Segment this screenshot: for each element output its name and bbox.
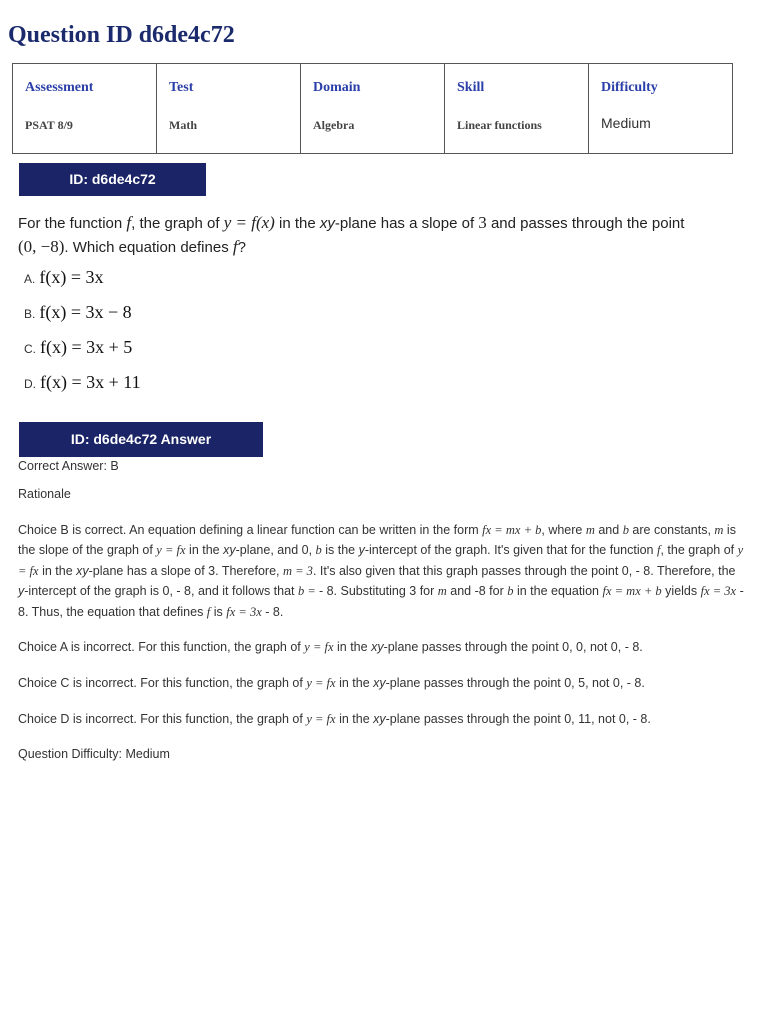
rationale-text: Choice C is incorrect. For this function, the graph of — [18, 676, 307, 690]
math-expression: fx = mx + b — [602, 584, 662, 599]
rationale-text: in the — [335, 712, 374, 726]
rationale-text: in the — [38, 563, 77, 578]
rationale-choice-a — [18, 637, 748, 657]
choice-letter: D. — [24, 377, 36, 391]
rationale-choice-b — [18, 520, 748, 622]
math-expression: y = fx — [304, 640, 334, 654]
rationale-text: yields — [661, 584, 701, 599]
meta-cell-domain — [301, 64, 445, 154]
choice-equation: f(x) = 3x — [39, 267, 104, 287]
choice-c[interactable] — [24, 337, 132, 358]
question-metadata-table — [12, 63, 733, 154]
choice-letter: A. — [24, 272, 36, 286]
math-expression: f — [656, 543, 661, 558]
math-f: f — [126, 213, 132, 232]
rationale-text: , where — [541, 523, 586, 537]
answer-id-badge: ID: d6de4c72 Answer — [19, 422, 263, 457]
math-expression: y = fx — [18, 543, 744, 578]
meta-value-difficulty: Medium — [601, 115, 651, 131]
rationale-text: is the — [321, 543, 359, 558]
stem-text: and passes through the point — [486, 215, 685, 232]
choice-letter: B. — [24, 307, 36, 321]
meta-header-domain: Domain — [313, 80, 361, 95]
rationale-xy: xy — [223, 543, 236, 558]
rationale-text: in the — [333, 640, 372, 654]
math-expression: m — [714, 523, 724, 537]
math-expression: y = fx — [306, 676, 336, 690]
rationale-text: Choice B is correct. An equation defining a linear function can be written in the form — [18, 523, 483, 537]
rationale-text: in the — [335, 676, 374, 690]
meta-cell-skill — [445, 64, 589, 154]
rationale-choice-c — [18, 673, 748, 693]
choice-a[interactable] — [24, 267, 103, 288]
rationale-text: in the equation — [513, 584, 603, 599]
choice-letter: C. — [24, 342, 36, 356]
math-expression: b — [622, 523, 629, 537]
math-expression: m — [585, 523, 595, 537]
rationale-text: -intercept of the graph. It's given that for the function — [364, 543, 657, 558]
meta-cell-test — [157, 64, 301, 154]
rationale-text: -plane passes through the point 0, 5, not 0, - 8. — [385, 676, 645, 690]
meta-cell-difficulty — [589, 64, 733, 154]
math-expression: fx = 3x — [700, 584, 737, 599]
meta-header-test: Test — [169, 80, 194, 95]
rationale-text: -plane, and 0, — [235, 543, 316, 558]
rationale-text: , the graph of — [660, 543, 738, 558]
math-expression: fx = mx + b — [482, 523, 542, 537]
meta-cell-assessment — [13, 64, 157, 154]
rationale-text: in the — [185, 543, 224, 558]
rationale-text: - 8. Substituting 3 for — [318, 584, 438, 599]
rationale-y: y — [358, 543, 365, 558]
meta-value-test: Math — [169, 118, 197, 132]
stem-text: ? — [237, 238, 246, 256]
rationale-text: is — [210, 604, 227, 619]
math-expression: b — [315, 543, 322, 558]
rationale-text: -plane passes through the point 0, 11, not 0, - 8. — [385, 712, 651, 726]
math-expression: y = fx — [156, 543, 186, 558]
meta-value-domain: Algebra — [313, 118, 355, 132]
math-expression: f — [206, 604, 211, 619]
rationale-text: and -8 for — [446, 584, 508, 599]
stem-text: -plane has a slope of — [334, 215, 479, 232]
stem-text: , the graph of — [131, 215, 224, 232]
stem-text: in the — [274, 215, 320, 232]
choice-equation: f(x) = 3x + 11 — [40, 372, 141, 392]
rationale-text: Choice A is incorrect. For this function, the graph of — [18, 640, 305, 654]
meta-header-skill: Skill — [457, 80, 485, 95]
math-expression: b = — [298, 584, 319, 599]
math-expression: y = fx — [306, 712, 336, 726]
rationale-text: and — [594, 523, 623, 537]
rationale-text: -plane passes through the point 0, 0, not 0, - 8. — [383, 640, 643, 654]
question-difficulty: Question Difficulty: Medium — [18, 747, 170, 761]
choice-equation: f(x) = 3x + 5 — [40, 337, 133, 357]
rationale-text: -intercept of the graph is 0, - 8, and it follows that — [24, 584, 299, 599]
math-expression: fx = 3x — [226, 604, 262, 619]
rationale-text: - 8. — [261, 604, 284, 619]
rationale-text: -plane has a slope of 3. Therefore, — [88, 563, 283, 578]
stem-text: For the function — [18, 215, 127, 232]
rationale-text: Choice D is incorrect. For this function, the graph of — [18, 712, 307, 726]
math-f: f — [232, 236, 238, 256]
rationale-xy: xy — [373, 712, 386, 726]
choice-d[interactable] — [24, 372, 141, 393]
math-expression: m — [437, 584, 447, 599]
rationale-y: y — [18, 584, 25, 599]
math-point: (0, −8) — [18, 236, 65, 256]
choice-equation: f(x) = 3x − 8 — [39, 302, 132, 322]
rationale-xy: xy — [371, 640, 384, 654]
rationale-xy: xy — [76, 563, 89, 578]
page-title: Question ID d6de4c72 — [8, 22, 235, 48]
stem-xy: xy — [319, 215, 335, 232]
rationale-text: are constants, — [628, 523, 715, 537]
rationale-label: Rationale — [18, 487, 71, 501]
question-stem — [18, 212, 738, 259]
meta-header-difficulty: Difficulty — [601, 80, 658, 95]
math-equation: y = f(x) — [223, 213, 275, 232]
question-id-badge: ID: d6de4c72 — [19, 163, 206, 196]
correct-answer: Correct Answer: B — [18, 459, 119, 473]
meta-header-assessment: Assessment — [25, 80, 94, 95]
rationale-text: . It's also given that this graph passes through the point 0, - 8. Therefore, the — [312, 563, 736, 578]
rationale-choice-d — [18, 709, 748, 729]
math-slope: 3 — [478, 213, 487, 232]
math-expression: m = 3 — [282, 563, 313, 578]
rationale-text: is the slope of the graph of — [18, 523, 736, 558]
rationale-xy: xy — [373, 676, 386, 690]
math-expression: b — [507, 584, 514, 599]
rationale-text: - 8. Thus, the equation that defines — [18, 584, 744, 619]
meta-value-assessment: PSAT 8/9 — [25, 118, 73, 132]
stem-text: . Which equation defines — [64, 238, 233, 256]
choice-b[interactable] — [24, 302, 132, 323]
meta-value-skill: Linear functions — [457, 118, 542, 132]
